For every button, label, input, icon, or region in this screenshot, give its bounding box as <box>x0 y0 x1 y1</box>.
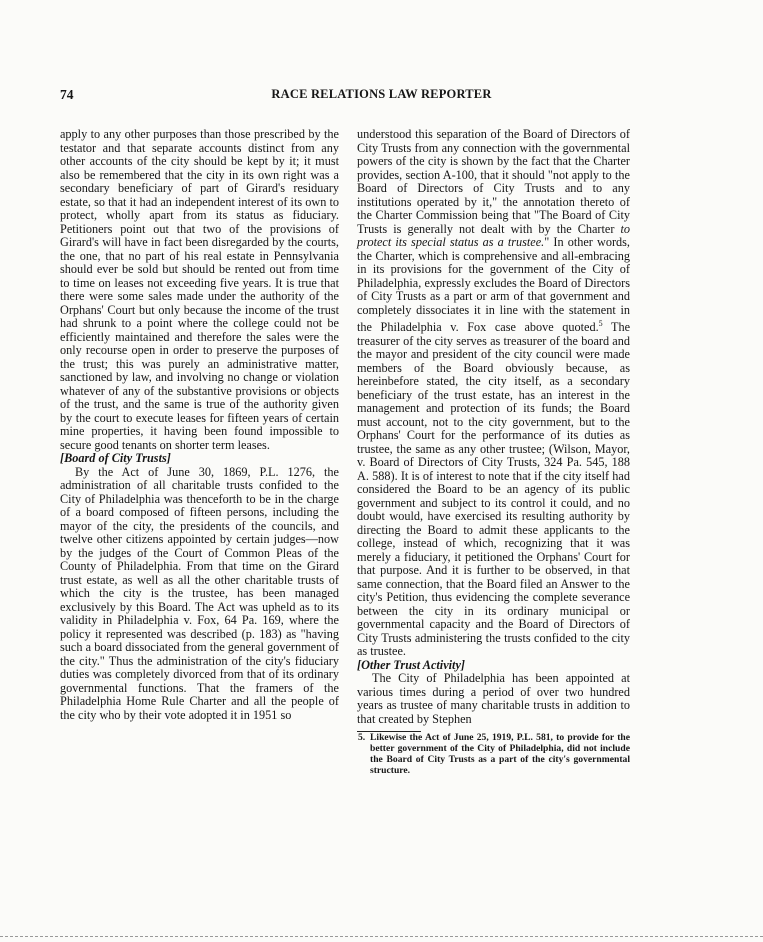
section-heading-other-trust-activity: [Other Trust Activity] <box>357 657 465 672</box>
right-paragraph-1-text-b: " In other words, the Charter, which is comprehensive and all-embracing in its provisions for the government of the City of Philadelphia, expressly excludes the Board of Directors of City Trusts as a part or arm of that government and completely dissociates it in line with the statement in the Philadelphia v. Fox case above quoted. <box>357 235 630 335</box>
right-paragraph-1-text-c: The treasurer of the city serves as treasurer of the board and the mayor and president of the city council were made members of the Board obviously because, as hereinbefore stated, the city itself, as a secondary beneficiary of the trust estate, has an interest in the management and protection of its funds; the Board must account, not to the city government, but to the Orphans' Court for the performance of its duties as trustee, the same as any other trustee; (Wilson, Mayor, v. Board of Directors of City Trusts, 324 Pa. 545, 188 A. 588). It is of interest to note that if the city itself had considered the Board to be an agency of its public government and subject to its control it could, and no doubt would, have exercised its resulting authority by directing the Board to admit these applicants to the college, instead of which, recognizing that it was merely a fiduciary, it petitioned the Orphans' Court for that purpose. And it is further to be observed, in that same connection, that the Board filed an Answer to the city's Petition, thus evidencing the complete severance between the city in its ordinary municipal or governmental capacity and the Board of Directors of City Trusts administering the trusts confided to the city as trustee. <box>357 320 631 659</box>
section-heading-board-of-city-trusts: [Board of City Trusts] <box>60 451 171 465</box>
right-paragraph-2: The City of Philadelphia has been appointed at various times during a period of over two hundred years as trustee of many charitable trusts in addition to that created by Stephen <box>357 671 630 726</box>
page-bottom-edge <box>0 936 763 937</box>
footnote-5 <box>357 732 630 776</box>
right-column <box>357 128 630 776</box>
left-paragraph-2: By the Act of June 30, 1869, P.L. 1276, the administration of all charitable trusts confided to the City of Philadelphia was thenceforth to be in the charge of a board composed of fifteen persons, including the mayor of the city, the presidents of the councils, and twelve other citizens appointed by certain judges—now by the judges of the Court of Common Pleas of the County of Philadelphia. From that time on the Girard trust estate, as well as all the other charitable trusts of which the city is the trustee, has been managed exclusively by this Board. The Act was upheld as to its validity in Philadelphia v. Fox, 64 Pa. 169, where the policy it represented was described (p. 183) as "having such a board dissociated from the general government of the city." Thus the administration of the city's fiduciary duties was completely divorced from that of its ordinary governmental functions. That the framers of the Philadelphia Home Rule Charter and all the people of the city who by their vote adopted it in 1951 so <box>60 464 339 722</box>
right-paragraph-1 <box>357 128 630 659</box>
footnote-text: Likewise the Act of June 25, 1919, P.L. 581, to provide for the better government of the City of Philadelphia, did not include the Board of City Trusts as a part of the city's governmental structure. <box>370 732 630 777</box>
right-paragraph-1-text-a: understood this separation of the Board of Directors of City Trusts from any connection with the governmental powers of the city is shown by the fact that the Charter provides, section A-100, that it should "not apply to the Board of Directors of City Trusts and to any institutions operated by it," the annotation thereto of the Charter Commission being that "The Board of City Trusts is generally not dealt with by the Charter <box>357 127 630 236</box>
right-paragraph-1-italic: to protect its special status as a trustee. <box>357 221 630 249</box>
page-number: 74 <box>60 87 74 102</box>
left-paragraph-1: apply to any other purposes than those prescribed by the testator and that separate accounts distinct from any other accounts of the city should be kept by it; it must also be remembered that the city in its own right was a secondary beneficiary of part of Girard's residuary estate, so that it had an independent interest of its own to protect, wholly apart from its status as fiduciary. Petitioners point out that two of the provisions of Girard's will have in fact been disregarded by the courts, the one, that no part of his real estate in Pennsylvania should ever be sold but should be rented out from time to time on leases not exceeding five years. It is true that there were some sales made under the authority of the Orphans' Court but only because the income of the trust had shrunk to a point where the college could not be efficiently maintained and therefore the sales were the only recourse open in order to preserve the purposes of the trust; this was purely an administrative matter, sanctioned by law, and involving no change or violation whatever of any of the substantive provisions or objects of the trust, and the same is true of the authority given by the court to execute leases for fifteen years of certain mine properties, it having been found impossible to secure good tenants on shorter term leases. <box>60 127 339 452</box>
running-head: RACE RELATIONS LAW REPORTER <box>271 87 492 101</box>
left-column <box>60 128 339 722</box>
footnote-reference: 5 <box>598 319 603 328</box>
footnote-mark: 5. <box>358 732 366 744</box>
